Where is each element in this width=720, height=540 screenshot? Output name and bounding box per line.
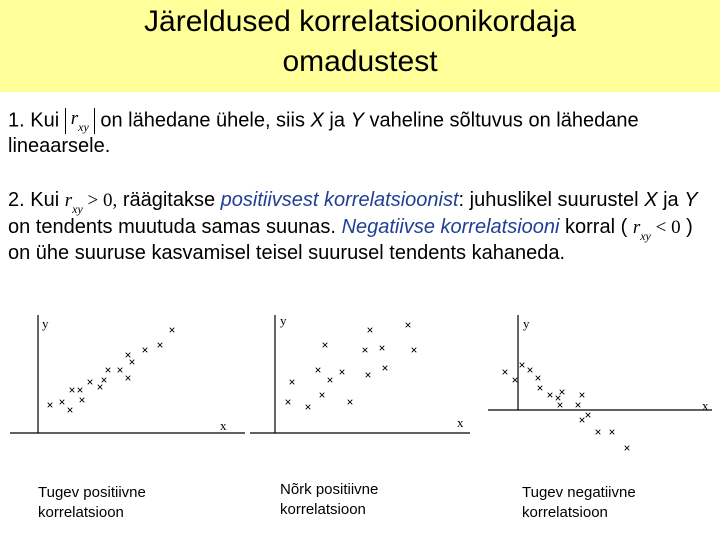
plot2-x-label: x	[457, 415, 464, 430]
plot1-caption: Tugev positiivne korrelatsioon	[38, 484, 146, 521]
scatter-point	[158, 343, 163, 348]
plot1-x-label: x	[220, 418, 227, 433]
p1-var-x: X	[310, 109, 324, 132]
plot3-y-label: y	[523, 316, 530, 331]
plot2-caption: Nõrk positiivne korrelatsioon	[280, 481, 379, 518]
p2-formula2-rel: < 0	[650, 216, 681, 238]
p2-formula2-sub: xy	[640, 228, 651, 243]
scatter-point	[380, 346, 385, 351]
scatter-point	[102, 378, 107, 383]
p1-prefix: 1. Kui	[8, 109, 60, 132]
p2-text-e: korral (	[565, 215, 628, 238]
scatter-point	[538, 386, 543, 391]
p2-formula	[65, 189, 118, 215]
scatter-point	[130, 360, 135, 365]
scatter-point	[513, 378, 518, 383]
scatter-point	[412, 348, 417, 353]
p2-text-d: on tendents muutuda samas suunas.	[8, 215, 336, 238]
plot-weak-positive	[250, 313, 470, 433]
p1-text-b: ja	[329, 109, 345, 132]
scatter-point	[558, 403, 563, 408]
plot-strong-negative	[488, 315, 712, 450]
p2-positive-correlation-term: positiivsest korrelatsioonist	[220, 189, 459, 211]
scatter-point	[126, 376, 131, 381]
scatter-point	[48, 403, 53, 408]
p1-text-a: on lähedane ühele, siis	[100, 109, 305, 132]
scatter-point	[528, 368, 533, 373]
slide-title	[0, 2, 720, 82]
p2-formula-2	[633, 216, 681, 242]
scatter-point	[536, 376, 541, 381]
scatter-point	[580, 393, 585, 398]
scatter-point	[70, 388, 75, 393]
p2-formula-sub: xy	[72, 202, 83, 216]
p2-formula-symbol: r	[64, 190, 73, 211]
scatter-point	[80, 398, 85, 403]
p2-negative-correlation-term: Negatiivse korrelatsiooni	[341, 215, 560, 238]
scatter-point	[348, 400, 353, 405]
scatter-point	[625, 446, 630, 451]
p2-formula-rel: > 0,	[82, 190, 118, 211]
scatter-point	[383, 366, 388, 371]
p2-text-c: ja	[663, 189, 679, 211]
scatter-point	[368, 328, 373, 333]
scatter-point	[60, 400, 65, 405]
p2-prefix: 2. Kui	[8, 189, 60, 211]
p2-var-y: Y	[684, 189, 698, 211]
scatter-point	[68, 408, 73, 413]
scatter-point	[560, 390, 565, 395]
scatter-point	[106, 368, 111, 373]
scatter-point	[88, 380, 93, 385]
scatter-point	[610, 430, 615, 435]
title-line-2: omadustest	[282, 45, 438, 78]
scatter-point	[363, 348, 368, 353]
scatter-point	[320, 393, 325, 398]
paragraph-2	[8, 188, 714, 266]
scatter-point	[328, 378, 333, 383]
p2-var-x: X	[644, 189, 658, 211]
scatter-point	[170, 328, 175, 333]
scatter-point	[586, 413, 591, 418]
p1-formula-abs-r	[65, 108, 95, 134]
p1-var-y: Y	[350, 109, 364, 132]
scatter-point	[98, 385, 103, 390]
plot2-y-label: y	[280, 313, 287, 328]
plot1-y-label: y	[42, 316, 49, 331]
scatter-point	[580, 418, 585, 423]
scatter-point	[520, 363, 525, 368]
title-line-1: Järeldused korrelatsioonikordaja	[144, 5, 576, 38]
scatter-point	[316, 368, 321, 373]
scatter-point	[286, 400, 291, 405]
p1-text-c: vaheline sõltuvus on lähedane lineaarsele.	[8, 109, 639, 157]
scatter-point	[576, 403, 581, 408]
scatter-point	[143, 348, 148, 353]
p2-text-b: : juhuslikel suurustel	[458, 189, 639, 211]
scatter-point	[126, 353, 131, 358]
scatter-point	[406, 323, 411, 328]
p2-text-f: ) on ühe suuruse kasvamisel teisel suurusel tendents kahaneda.	[8, 215, 693, 264]
scatter-point	[556, 396, 561, 401]
p2-formula2-symbol: r	[632, 216, 641, 238]
scatter-point	[548, 393, 553, 398]
scatter-point	[118, 368, 123, 373]
p1-formula-sub: xy	[78, 120, 89, 134]
scatter-point	[366, 373, 371, 378]
scatter-point	[323, 343, 328, 348]
scatter-point	[290, 380, 295, 385]
p1-formula-symbol: r	[70, 108, 79, 129]
scatter-point	[596, 430, 601, 435]
scatter-point	[78, 388, 83, 393]
p2-text-a: räägitakse	[122, 189, 216, 211]
plot3-caption: Tugev negatiivne korrelatsioon	[522, 484, 636, 521]
plot-strong-positive	[10, 315, 245, 433]
plot3-x-label: x	[702, 398, 709, 413]
scatter-point	[306, 405, 311, 410]
scatter-point	[503, 370, 508, 375]
scatter-point	[340, 370, 345, 375]
paragraph-1	[8, 108, 714, 159]
